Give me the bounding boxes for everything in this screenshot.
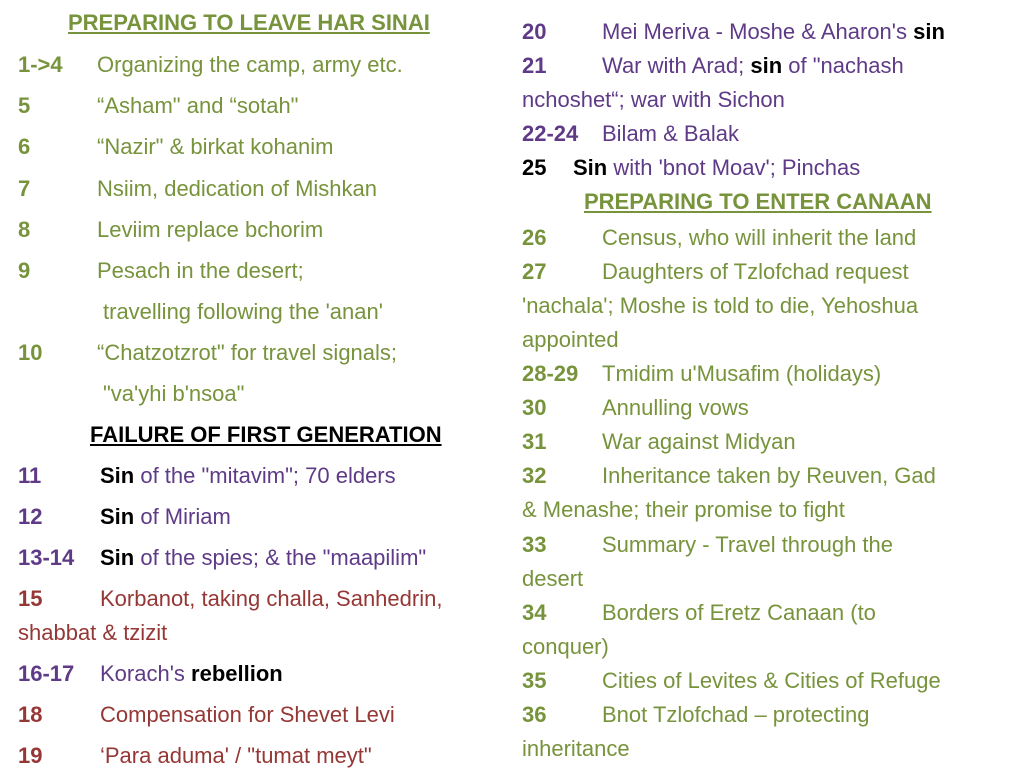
chapter-number: 1->4 (18, 52, 63, 77)
chapter-text-continuation: appointed (522, 327, 619, 352)
chapter-text-continuation: conquer) (522, 634, 609, 659)
chapter-number: 8 (18, 217, 31, 242)
chapter-text-rest: of the spies; & the "maapilim" (134, 545, 427, 570)
chapter-number: 13-14 (18, 545, 75, 570)
chapter-number: 19 (18, 743, 43, 768)
chapter-text (100, 504, 231, 530)
chapter-text-rest: of "nachash (782, 53, 904, 78)
chapter-number: 30 (522, 395, 547, 420)
chapter-number: 20 (522, 19, 547, 44)
chapter-text: Census, who will inherit the land (602, 225, 917, 250)
chapter-text: “Chatzotzrot" for travel signals; (97, 340, 398, 365)
chapter-text-continuation: nchoshet“; war with Sichon (522, 87, 785, 112)
chapter-number: 35 (522, 668, 547, 693)
chapter-text (100, 463, 396, 489)
chapter-text-main: Korach's (100, 661, 192, 686)
chapter-text: Cities of Levites & Cities of Refuge (602, 668, 941, 693)
chapter-number: 25 (522, 155, 547, 180)
chapter-text-main: War with Arad; (602, 53, 751, 78)
chapter-number: 28-29 (522, 361, 579, 386)
chapter-text: “Nazir" & birkat kohanim (97, 134, 334, 159)
chapter-text (602, 19, 945, 45)
chapter-number: 18 (18, 702, 43, 727)
chapter-text: Leviim replace bchorim (97, 217, 324, 242)
chapter-text: Borders of Eretz Canaan (to (602, 600, 876, 625)
chapter-text (100, 661, 283, 687)
chapter-number: 9 (18, 258, 31, 283)
chapter-number: 12 (18, 504, 43, 529)
chapter-text (100, 545, 426, 571)
chapter-text (573, 155, 860, 181)
chapter-text: Summary - Travel through the (602, 532, 894, 557)
chapter-number: 22-24 (522, 121, 579, 146)
section-header-leave-sinai: PREPARING TO LEAVE HAR SINAI (68, 10, 430, 35)
chapter-text-main: Mei Meriva - Moshe & Aharon's (602, 19, 914, 44)
chapter-text (602, 53, 904, 79)
chapter-text: Bilam & Balak (602, 121, 739, 146)
sin-word: sin (750, 53, 783, 78)
chapter-text: Inheritance taken by Reuven, Gad (602, 463, 936, 488)
chapter-number: 32 (522, 463, 547, 488)
chapter-number: 33 (522, 532, 547, 557)
chapter-text-continuation: & Menashe; their promise to fight (522, 497, 845, 522)
chapter-text-continuation: travelling following the 'anan' (103, 299, 383, 324)
chapter-number: 36 (522, 702, 547, 727)
chapter-text: Nsiim, dedication of Mishkan (97, 176, 378, 201)
chapter-text-rest: of the "mitavim"; 70 elders (134, 463, 396, 488)
chapter-text: War against Midyan (602, 429, 796, 454)
chapter-text-rest: of Miriam (134, 504, 231, 529)
chapter-number: 10 (18, 340, 43, 365)
chapter-number: 7 (18, 176, 31, 201)
chapter-number: 6 (18, 134, 31, 159)
chapter-number: 15 (18, 586, 43, 611)
chapter-text-continuation: shabbat & tzizit (18, 620, 168, 645)
chapter-text-continuation: "va'yhi b'nsoa" (103, 381, 245, 406)
sin-word: Sin (100, 545, 135, 570)
chapter-text: Korbanot, taking challa, Sanhedrin, (100, 586, 443, 611)
chapter-text: Annulling vows (602, 395, 749, 420)
chapter-text: Bnot Tzlofchad – protecting (602, 702, 870, 727)
chapter-text: Tmidim u'Musafim (holidays) (602, 361, 882, 386)
chapter-text-continuation: inheritance (522, 736, 630, 761)
chapter-text-rest: with 'bnot Moav'; Pinchas (607, 155, 861, 180)
sin-word: Sin (100, 504, 135, 529)
chapter-text: “Asham" and “sotah" (97, 93, 299, 118)
sin-word: sin (913, 19, 945, 44)
chapter-number: 21 (522, 53, 547, 78)
chapter-number: 16-17 (18, 661, 75, 686)
rebellion-word: rebellion (191, 661, 283, 686)
section-header-enter-canaan: PREPARING TO ENTER CANAAN (584, 189, 932, 214)
section-header-failure: FAILURE OF FIRST GENERATION (90, 422, 442, 447)
chapter-number: 31 (522, 429, 547, 454)
chapter-text: Pesach in the desert; (97, 258, 304, 283)
chapter-text-continuation: 'nachala'; Moshe is told to die, Yehoshua (522, 293, 919, 318)
chapter-number: 26 (522, 225, 547, 250)
chapter-text: Compensation for Shevet Levi (100, 702, 395, 727)
sin-word: Sin (100, 463, 135, 488)
chapter-number: 27 (522, 259, 547, 284)
chapter-text: ‘Para aduma' / "tumat meyt" (100, 743, 372, 768)
chapter-number: 5 (18, 93, 31, 118)
chapter-text-continuation: desert (522, 566, 584, 591)
chapter-number: 34 (522, 600, 547, 625)
chapter-number: 11 (18, 463, 42, 488)
chapter-text: Organizing the camp, army etc. (97, 52, 403, 77)
sin-word: Sin (573, 155, 608, 180)
chapter-text: Daughters of Tzlofchad request (602, 259, 909, 284)
